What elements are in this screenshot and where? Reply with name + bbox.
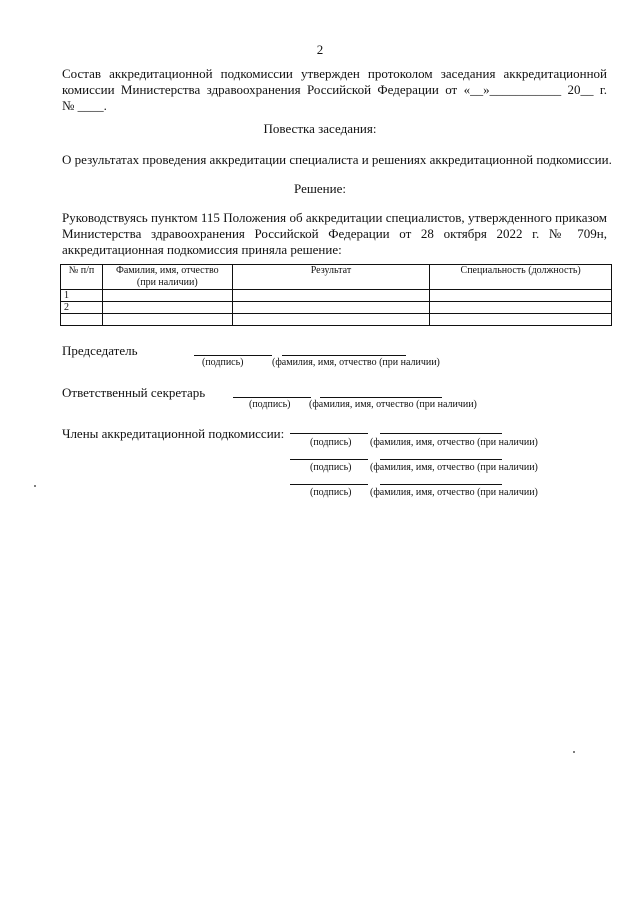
intro-line-1: Состав аккредитационной подкомиссии утвержден протоколом заседания аккредитационной bbox=[62, 66, 607, 81]
decision-intro-line-2: Министерства здравоохранения Российской Федерации от 28 октября 2022 г. № 709н, bbox=[62, 226, 607, 241]
table-row bbox=[61, 302, 612, 314]
secretary-name-line bbox=[320, 397, 442, 398]
member-3-name-line bbox=[380, 484, 502, 485]
secretary-signature-line bbox=[233, 397, 311, 398]
row-name bbox=[102, 290, 232, 302]
header-result: Результат bbox=[232, 265, 430, 290]
agenda-heading: Повестка заседания: bbox=[263, 121, 377, 136]
member-3-signature-caption: (подпись) bbox=[310, 487, 352, 498]
header-num: № п/п bbox=[61, 265, 103, 290]
secretary-label: Ответственный секретарь bbox=[62, 385, 206, 400]
row-specialty bbox=[430, 302, 612, 314]
header-name-line-1: Фамилия, имя, отчество bbox=[115, 265, 219, 276]
scan-speck bbox=[34, 485, 36, 487]
chair-signature-line bbox=[194, 355, 272, 356]
chair-name-caption: (фамилия, имя, отчество (при наличии) bbox=[272, 357, 440, 368]
decision-intro-line-3: аккредитационная подкомиссия приняла решение: bbox=[62, 242, 342, 257]
member-2-signature-caption: (подпись) bbox=[310, 462, 352, 473]
row-name bbox=[102, 314, 232, 326]
header-name-line-2: (при наличии) bbox=[136, 277, 198, 288]
row-num bbox=[61, 314, 103, 326]
row-name bbox=[102, 302, 232, 314]
agenda-text: О результатах проведения аккредитации специалиста и решениях аккредитационной подкомиссии. bbox=[62, 152, 612, 167]
row-specialty bbox=[430, 290, 612, 302]
member-3-name-caption: (фамилия, имя, отчество (при наличии) bbox=[370, 487, 538, 498]
decision-intro-line-1: Руководствуясь пунктом 115 Положения об аккредитации специалистов, утвержденного приказом bbox=[62, 210, 607, 225]
row-result bbox=[232, 290, 430, 302]
chair-signature-caption: (подпись) bbox=[202, 357, 244, 368]
row-num: 2 bbox=[61, 302, 103, 314]
member-1-name-caption: (фамилия, имя, отчество (при наличии) bbox=[370, 437, 538, 448]
secretary-signature-caption: (подпись) bbox=[249, 399, 291, 410]
row-num: 1 bbox=[61, 290, 103, 302]
header-name bbox=[102, 265, 232, 290]
page-number: 2 bbox=[316, 42, 324, 57]
intro-line-3: № ____. bbox=[62, 98, 107, 113]
member-1-signature-caption: (подпись) bbox=[310, 437, 352, 448]
table-row bbox=[61, 314, 612, 326]
chair-label: Председатель bbox=[62, 343, 138, 358]
secretary-name-caption: (фамилия, имя, отчество (при наличии) bbox=[309, 399, 477, 410]
member-3-signature-line bbox=[290, 484, 368, 485]
row-result bbox=[232, 314, 430, 326]
row-result bbox=[232, 302, 430, 314]
members-label: Члены аккредитационной подкомиссии: bbox=[62, 426, 285, 441]
decision-heading: Решение: bbox=[294, 181, 346, 196]
table-header-row bbox=[61, 265, 612, 290]
member-2-name-line bbox=[380, 459, 502, 460]
member-1-name-line bbox=[380, 433, 502, 434]
row-specialty bbox=[430, 314, 612, 326]
member-1-signature-line bbox=[290, 433, 368, 434]
chair-name-line bbox=[282, 355, 406, 356]
table-row bbox=[61, 290, 612, 302]
member-2-name-caption: (фамилия, имя, отчество (при наличии) bbox=[370, 462, 538, 473]
member-2-signature-line bbox=[290, 459, 368, 460]
scan-speck bbox=[573, 751, 575, 753]
intro-line-2: комиссии Министерства здравоохранения Российской Федерации от «__»___________ 20__ г. bbox=[62, 82, 607, 97]
header-specialty: Специальность (должность) bbox=[430, 265, 612, 290]
decision-table bbox=[60, 264, 612, 326]
